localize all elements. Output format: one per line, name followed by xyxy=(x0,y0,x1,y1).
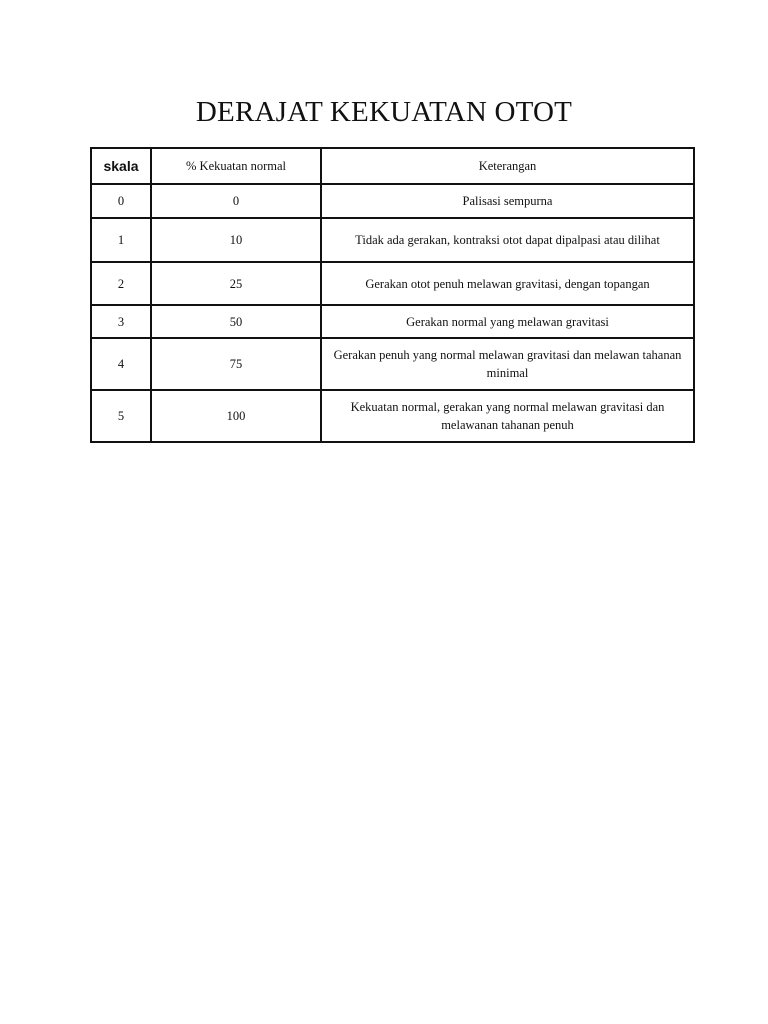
header-skala: skala xyxy=(91,148,151,184)
cell-skala: 4 xyxy=(91,338,151,390)
cell-percent: 25 xyxy=(151,262,321,305)
table-row xyxy=(91,184,694,218)
cell-skala: 5 xyxy=(91,390,151,442)
table-row xyxy=(91,262,694,305)
muscle-strength-table xyxy=(90,147,695,443)
table-row xyxy=(91,390,694,442)
cell-keterangan: Kekuatan normal, gerakan yang normal melawan gravitasi dan melawanan tahanan penuh xyxy=(321,390,694,442)
cell-keterangan: Gerakan penuh yang normal melawan gravitasi dan melawan tahanan minimal xyxy=(321,338,694,390)
cell-skala: 0 xyxy=(91,184,151,218)
cell-percent: 0 xyxy=(151,184,321,218)
table-row xyxy=(91,305,694,338)
cell-keterangan: Palisasi sempurna xyxy=(321,184,694,218)
cell-skala: 1 xyxy=(91,218,151,262)
table-row xyxy=(91,218,694,262)
cell-percent: 10 xyxy=(151,218,321,262)
cell-percent: 100 xyxy=(151,390,321,442)
table-header-row xyxy=(91,148,694,184)
cell-keterangan: Tidak ada gerakan, kontraksi otot dapat dipalpasi atau dilihat xyxy=(321,218,694,262)
cell-skala: 2 xyxy=(91,262,151,305)
table-row xyxy=(91,338,694,390)
document-title: DERAJAT KEKUATAN OTOT xyxy=(195,96,573,128)
cell-keterangan: Gerakan normal yang melawan gravitasi xyxy=(321,305,694,338)
header-keterangan: Keterangan xyxy=(321,148,694,184)
cell-skala: 3 xyxy=(91,305,151,338)
header-percent-normal: % Kekuatan normal xyxy=(151,148,321,184)
cell-percent: 50 xyxy=(151,305,321,338)
cell-percent: 75 xyxy=(151,338,321,390)
cell-keterangan: Gerakan otot penuh melawan gravitasi, dengan topangan xyxy=(321,262,694,305)
